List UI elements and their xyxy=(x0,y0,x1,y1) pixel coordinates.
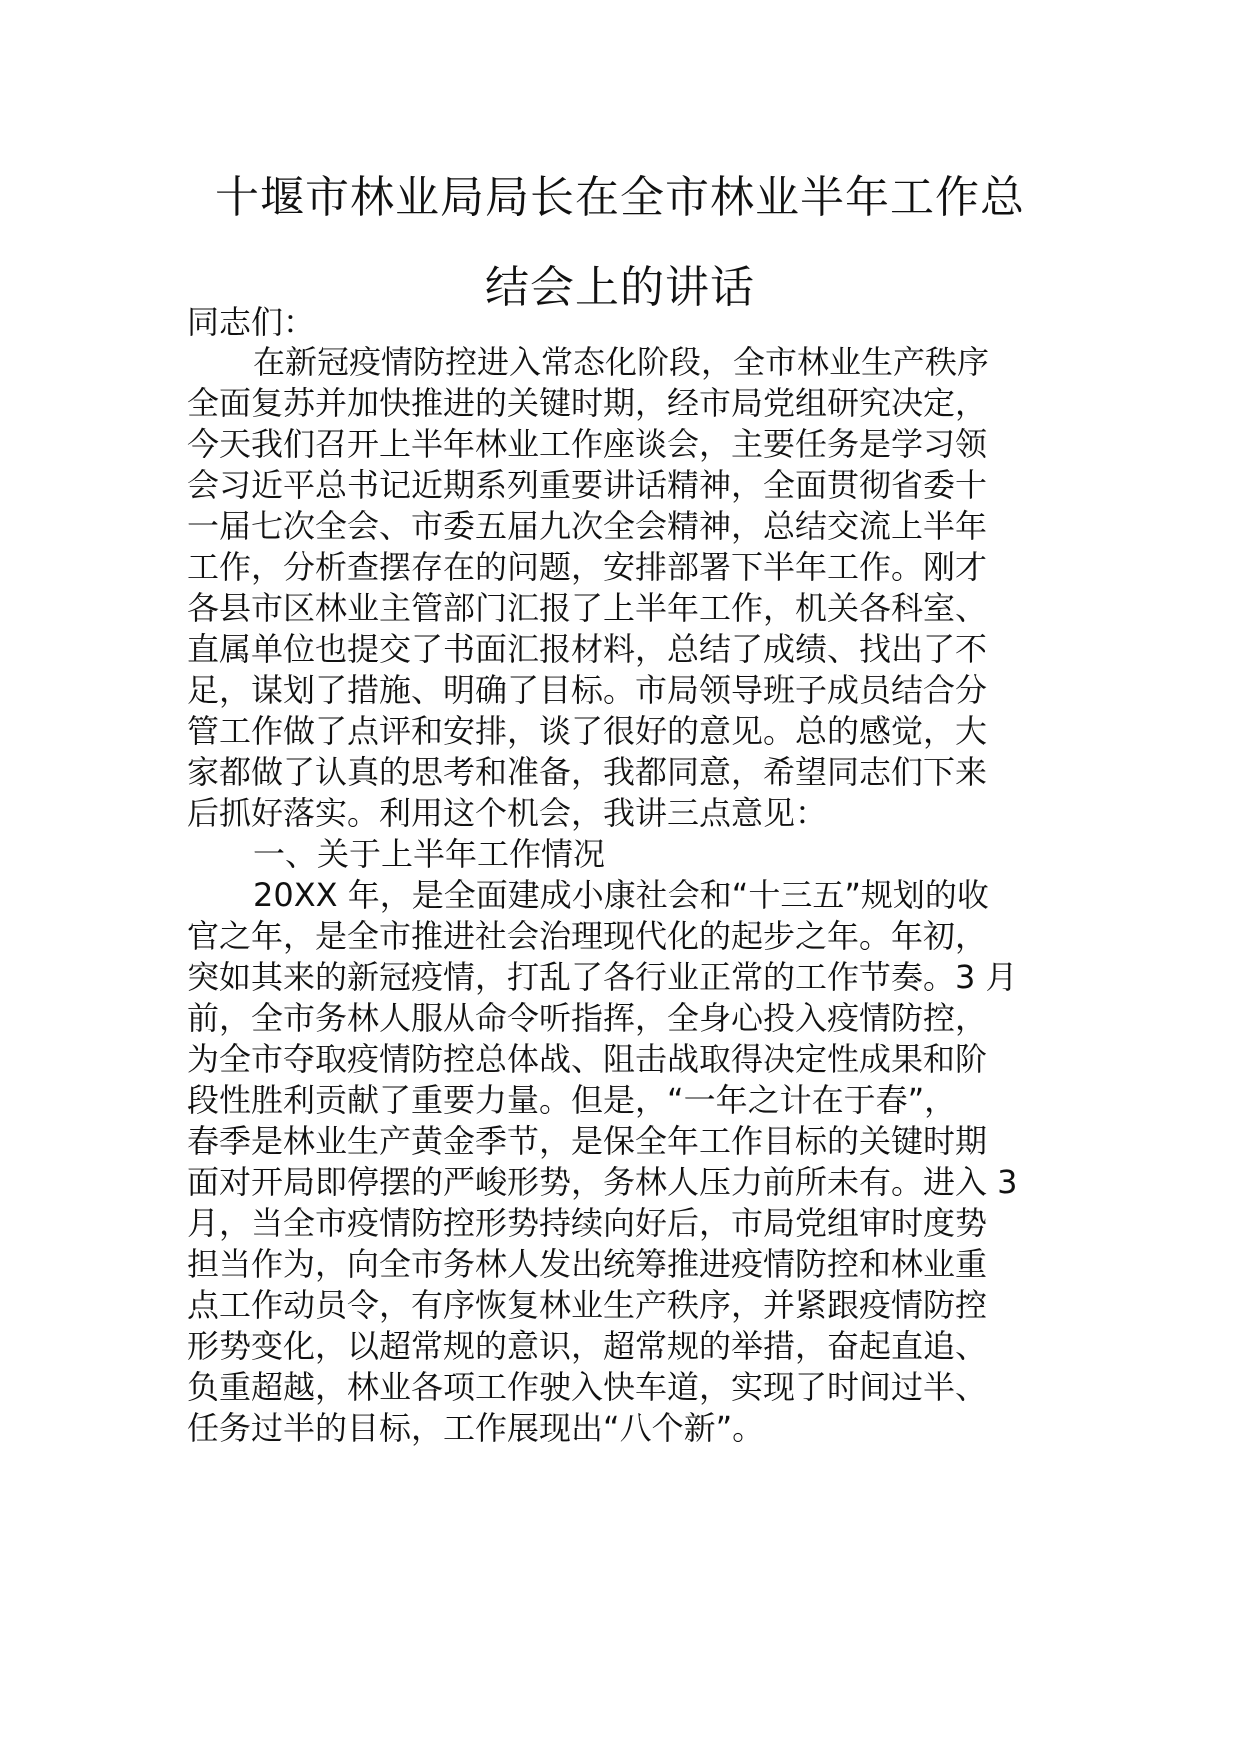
body-line: 春季是林业生产黄金季节，是保全年工作目标的关键时期 xyxy=(187,1122,988,1160)
body-line: 家都做了认真的思考和准备，我都同意，希望同志们下来 xyxy=(187,753,988,791)
body-line: 突如其来的新冠疫情，打乱了各行业正常的工作节奏。3 月 xyxy=(187,958,1018,996)
body-line: 工作，分析查摆存在的问题，安排部署下半年工作。刚才 xyxy=(187,548,988,586)
title-line-1: 十堰市林业局局长在全市林业半年工作总 xyxy=(215,172,1025,223)
body-line: 官之年，是全市推进社会治理现代化的起步之年。年初， xyxy=(187,917,988,955)
body-line: 为全市夺取疫情防控总体战、阻击战取得决定性成果和阶 xyxy=(187,1040,988,1078)
body-line: 全面复苏并加快推进的关键时期，经市局党组研究决定， xyxy=(187,384,988,422)
body-line: 面对开局即停摆的严峻形势，务林人压力前所未有。进入 3 xyxy=(187,1163,1018,1201)
body-line: 会习近平总书记近期系列重要讲话精神，全面贯彻省委十 xyxy=(187,466,988,504)
body-line: 月，当全市疫情防控形势持续向好后，市局党组审时度势 xyxy=(187,1204,988,1242)
body-line: 担当作为，向全市务林人发出统筹推进疫情防控和林业重 xyxy=(187,1245,988,1283)
body-line: 直属单位也提交了书面汇报材料，总结了成绩、找出了不 xyxy=(187,630,988,668)
body-line: 后抓好落实。利用这个机会，我讲三点意见： xyxy=(187,794,828,832)
body-line: 前，全市务林人服从命令听指挥，全身心投入疫情防控， xyxy=(187,999,988,1037)
body-line: 在新冠疫情防控进入常态化阶段，全市林业生产秩序 xyxy=(253,343,990,381)
body-line: 各县市区林业主管部门汇报了上半年工作，机关各科室、 xyxy=(187,589,988,627)
body-line: 足，谋划了措施、明确了目标。市局领导班子成员结合分 xyxy=(187,671,988,709)
title-line-2: 结会上的讲话 xyxy=(485,262,755,313)
body-line: 一届七次全会、市委五届九次全会精神，总结交流上半年 xyxy=(187,507,988,545)
body-line: 点工作动员令，有序恢复林业生产秩序，并紧跟疫情防控 xyxy=(187,1286,988,1324)
body-line: 任务过半的目标，工作展现出“八个新”。 xyxy=(187,1409,765,1447)
body-line: 负重超越，林业各项工作驶入快车道，实现了时间过半、 xyxy=(187,1368,988,1406)
body-line: 20XX 年，是全面建成小康社会和“十三五”规划的收 xyxy=(253,876,989,914)
body-line: 形势变化，以超常规的意识，超常规的举措，奋起直追、 xyxy=(187,1327,988,1365)
section-heading: 一、关于上半年工作情况 xyxy=(253,835,606,873)
body-line: 今天我们召开上半年林业工作座谈会，主要任务是学习领 xyxy=(187,425,988,463)
greeting: 同志们： xyxy=(187,303,316,341)
body-line: 管工作做了点评和安排，谈了很好的意见。总的感觉，大 xyxy=(187,712,988,750)
body-line: 段性胜利贡献了重要力量。但是，“一年之计在于春”， xyxy=(187,1081,957,1119)
